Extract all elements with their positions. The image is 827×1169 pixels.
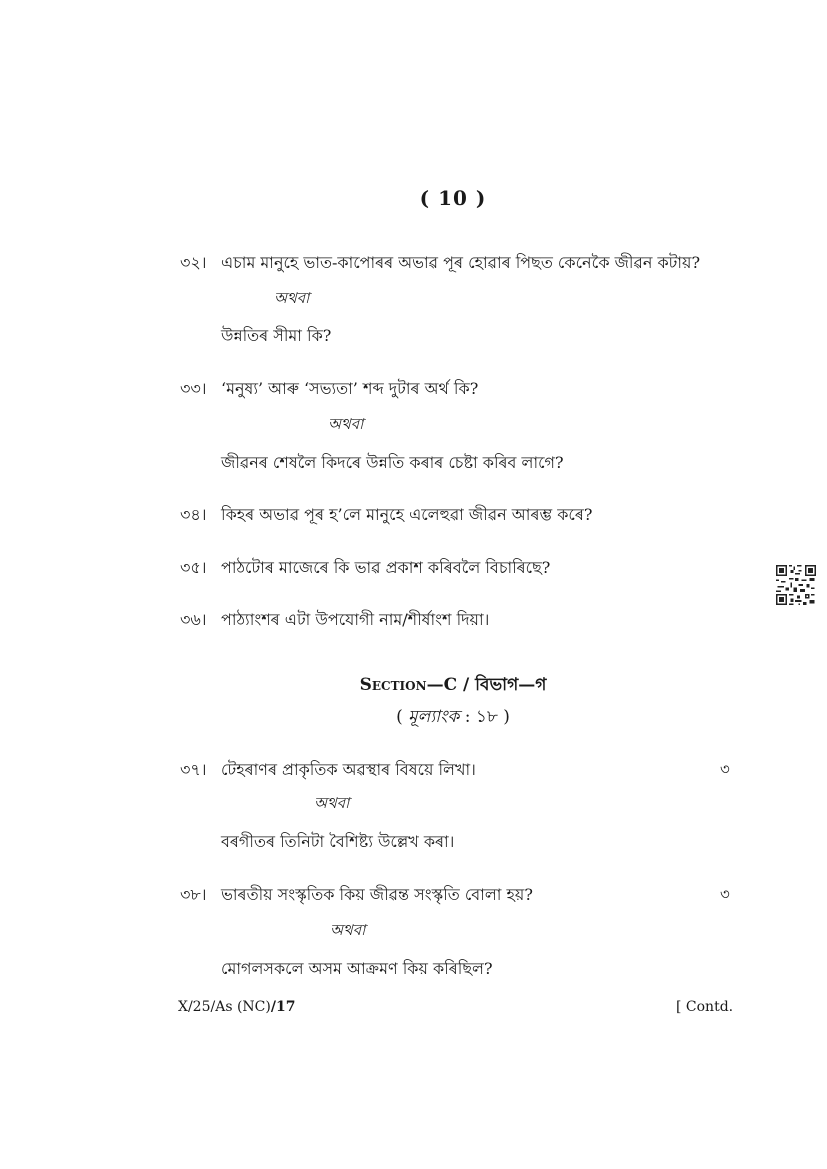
question-alternative: জীৱনৰ শেষলৈ কিদৰে উন্নতি কৰাৰ চেষ্টা কৰিব লাগে?: [221, 453, 564, 472]
paper-code-page: /17: [270, 999, 296, 1015]
section-marks-open: (: [396, 707, 409, 727]
question-text: ভাৰতীয় সংস্কৃতিক কিয় জীৱন্ত সংস্কৃতি বোলা হয়?: [221, 885, 533, 904]
question-alternative: উন্নতিৰ সীমা কি?: [221, 326, 332, 345]
question-number: ৩২।: [180, 253, 207, 272]
section-heading: Section—C / বিভাগ—গ: [359, 675, 547, 695]
question-text: টেহৰাণৰ প্ৰাকৃতিক অৱস্থাৰ বিষয়ে লিখা।: [221, 760, 476, 779]
page-number: ( 10 ): [419, 186, 487, 210]
paper-code-main: X/25/As (NC): [178, 999, 271, 1015]
question-number: ৩৩।: [180, 379, 207, 398]
question-marks: ৩: [720, 760, 730, 778]
continued-label: [ Contd.: [676, 999, 734, 1015]
or-label: অথবা: [274, 289, 310, 307]
question-number: ৩৫।: [180, 558, 207, 577]
question-marks: ৩: [720, 885, 730, 903]
or-label: অথবা: [330, 921, 366, 939]
or-label: অথবা: [314, 794, 350, 812]
section-marks-label: মূল্যাংক: [408, 707, 460, 727]
question-number: ৩৭।: [180, 760, 207, 779]
question-text: পাঠ্যাংশৰ এটা উপযোগী নাম/শীৰ্ষাংশ দিয়া।: [221, 610, 490, 629]
question-text: এচাম মানুহে ভাত-কাপোৰৰ অভাৱ পূৰ হোৱাৰ পিছত কেনেকৈ জীৱন কটায়?: [221, 253, 701, 272]
question-text: পাঠটোৰ মাজেৰে কি ভাৱ প্ৰকাশ কৰিবলৈ বিচাৰিছে?: [221, 558, 551, 577]
or-label: অথবা: [328, 415, 364, 433]
question-number: ৩৬।: [180, 610, 207, 629]
question-alternative: বৰগীতৰ তিনিটা বৈশিষ্ট্য উল্লেখ কৰা।: [221, 832, 455, 851]
question-text: কিহৰ অভাৱ পূৰ হ’লে মানুহে এলেহুৱা জীৱন আৰম্ভ কৰে?: [221, 505, 593, 524]
paper-code: [178, 999, 295, 1015]
question-text: ‘মনুষ্য’ আৰু ‘সভ্যতা’ শব্দ দুটাৰ অৰ্থ কি?: [221, 379, 479, 398]
question-alternative: মোগলসকলে অসম আক্ৰমণ কিয় কৰিছিল?: [221, 959, 493, 978]
qr-code-icon: [776, 565, 816, 605]
question-number: ৩৪।: [180, 505, 207, 524]
question-number: ৩৮।: [180, 885, 207, 904]
section-marks-value: : ১৮ ): [459, 707, 510, 727]
section-marks: [0, 704, 827, 732]
